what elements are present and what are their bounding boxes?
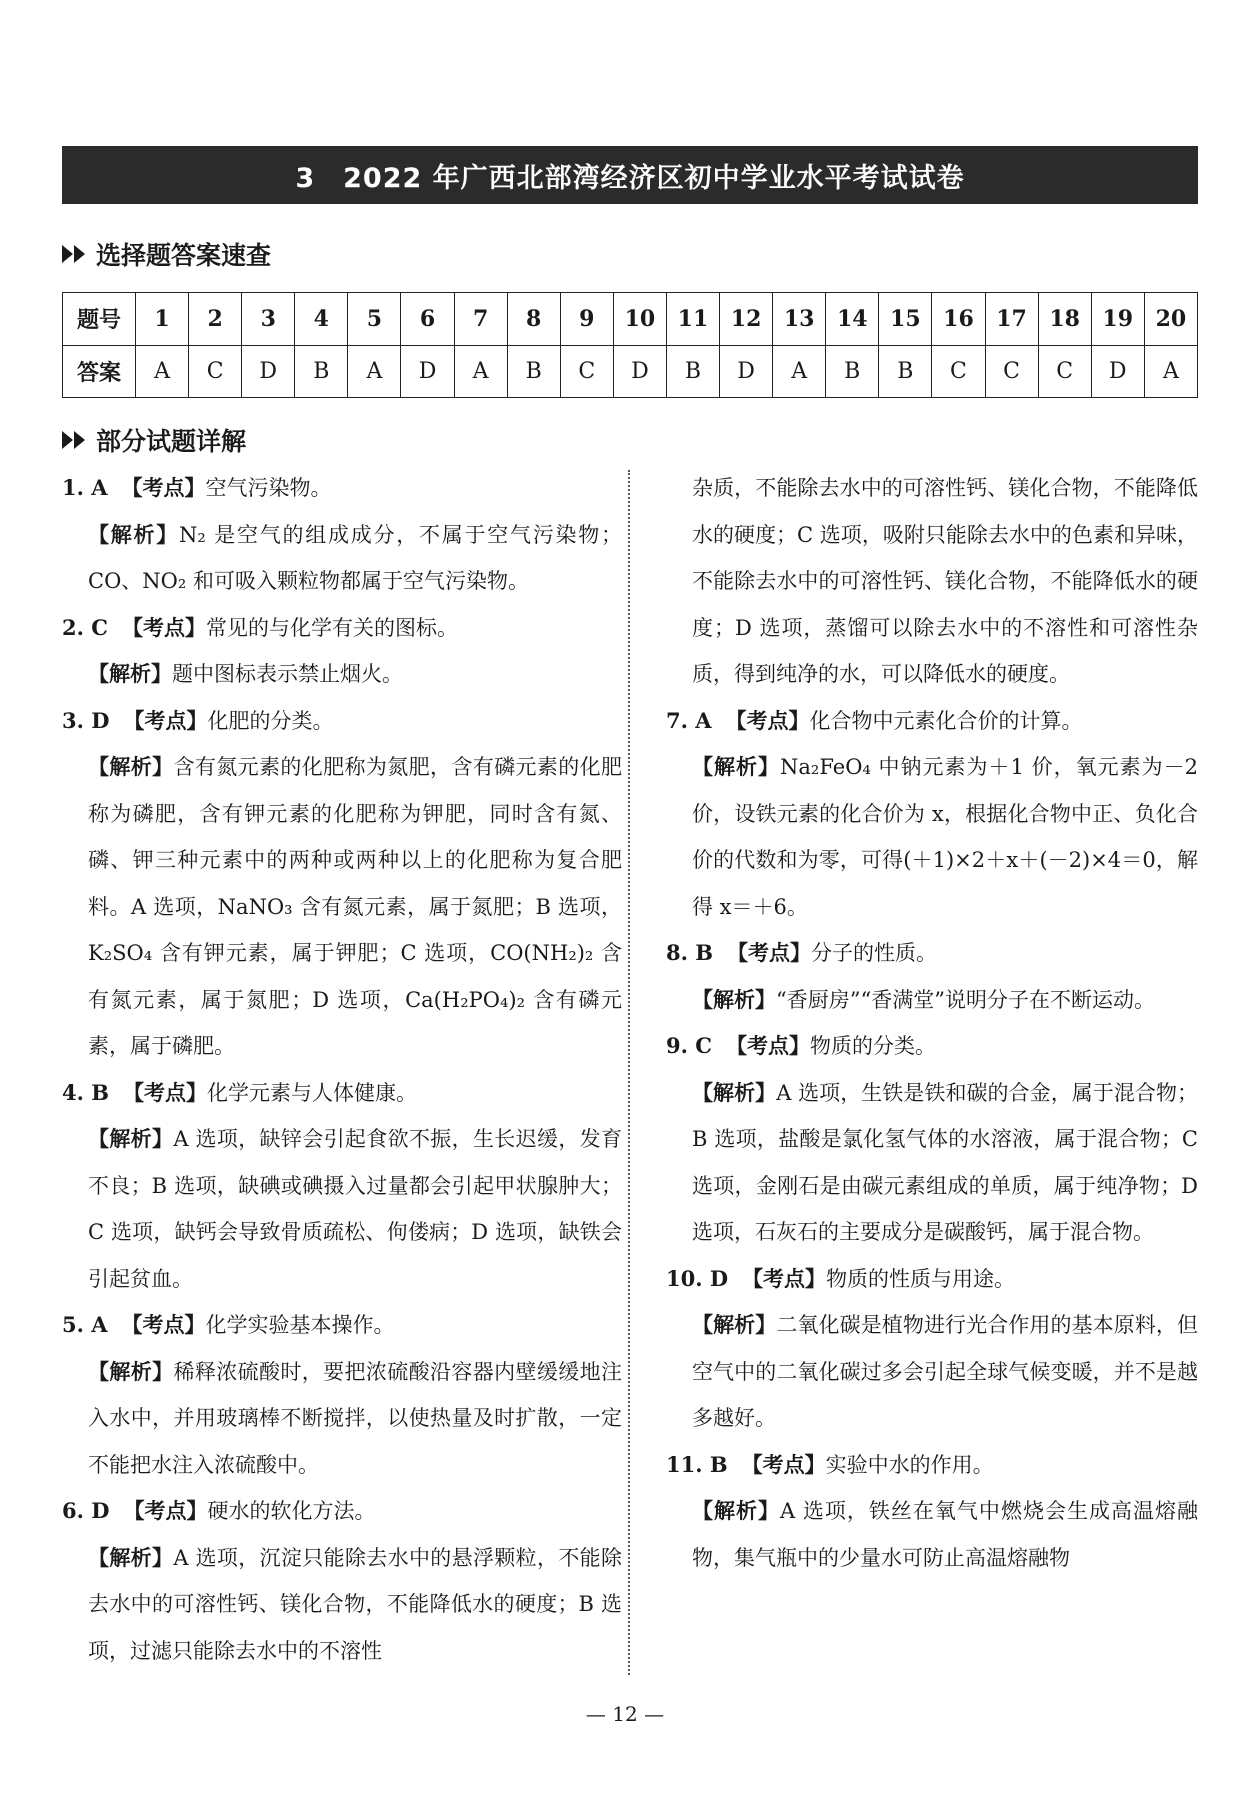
answer-cell: B	[879, 345, 932, 398]
question-number-cell: 17	[985, 293, 1038, 346]
question-number-cell: 20	[1144, 293, 1197, 346]
analysis-text: 二氧化碳是植物进行光合作用的基本原料，但空气中的二氧化碳过多会引起全球气候变暖，并不是越多越好。	[692, 1313, 1199, 1430]
question-number: 5. A	[62, 1312, 108, 1337]
answer-cell: A	[348, 345, 401, 398]
question-number: 4. B	[62, 1079, 109, 1105]
question-number: 2. C	[62, 614, 108, 640]
point-text: 硬水的软化方法。	[207, 1499, 376, 1523]
question-number-cell: 6	[401, 293, 454, 346]
analysis-paragraph	[62, 744, 622, 1070]
analysis-text: 含有氮元素的化肥称为氮肥，含有磷元素的化肥称为磷肥，含有钾元素的化肥称为钾肥，同时含有氮、磷、钾三种元素中的两种或两种以上的化肥称为复合肥料。A 选项，NaNO₃ 含有氮元素，属于氮肥；B 选项，K₂SO₄ 含有钾元素，属于钾肥；C 选项，CO(NH₂)₂ 含有氮元素，属于氮肥；D 选项，Ca(H₂PO₄)₂ 含有磷元素，属于磷肥。	[88, 755, 622, 1058]
section-title: 部分试题详解	[96, 427, 247, 456]
analysis-paragraph	[666, 1488, 1198, 1581]
point-tag: 【考点】	[742, 1266, 827, 1291]
analysis-tag: 【解析】	[88, 755, 174, 779]
analysis-text: A 选项，缺锌会引起食欲不振，生长迟缓，发育不良；B 选项，缺碘或碘摄入过量都会引起甲状腺肿大；C 选项，缺钙会导致骨质疏松、佝偻病；D 选项，缺铁会引起贫血。	[88, 1127, 622, 1291]
question-number-cell: 14	[826, 293, 879, 346]
question-number-cell: 18	[1038, 293, 1091, 346]
answer-table-answer-row	[63, 345, 1198, 398]
point-text: 物质的性质与用途。	[826, 1266, 1016, 1291]
point-tag: 【考点】	[121, 476, 206, 500]
analysis-paragraph	[62, 1349, 622, 1489]
explanation-column-right	[666, 465, 1198, 1581]
answer-cell: C	[1038, 345, 1091, 398]
answer-cell: B	[295, 345, 348, 398]
question-heading	[666, 698, 1198, 745]
question-heading	[62, 1302, 622, 1349]
question-number-cell: 3	[242, 293, 295, 346]
answer-cell: D	[401, 345, 454, 398]
analysis-text: 稀释浓硫酸时，要把浓硫酸沿容器内壁缓缓地注入水中，并用玻璃棒不断搅拌，以使热量及时扩散，一定不能把水注入浓硫酸中。	[88, 1359, 622, 1477]
question-number: 3. D	[62, 707, 110, 733]
point-tag: 【考点】	[122, 1080, 207, 1105]
analysis-text: 题中图标表示禁止烟火。	[172, 662, 403, 686]
answer-cell: C	[189, 345, 242, 398]
point-text: 常见的与化学有关的图标。	[205, 615, 458, 640]
answer-cell: A	[1144, 345, 1197, 398]
question-number-cell: 15	[879, 293, 932, 346]
analysis-tag: 【解析】	[88, 662, 172, 686]
analysis-text: “香厨房”“香满堂”说明分子在不断运动。	[776, 987, 1155, 1012]
question-number-cell: 1	[136, 293, 189, 346]
answer-cell: C	[985, 345, 1038, 398]
answer-cell: B	[507, 345, 560, 398]
analysis-text: A 选项，铁丝在氧气中燃烧会生成高温熔融物，集气瓶中的少量水可防止高温熔融物	[692, 1499, 1198, 1570]
question-number-cell: 10	[613, 293, 666, 346]
table-header-cell: 答案	[63, 345, 136, 398]
answer-cell: D	[1091, 345, 1144, 398]
question-number: 8. B	[666, 940, 713, 965]
question-heading	[62, 465, 622, 512]
answer-table	[62, 292, 1198, 398]
continued-paragraph: 杂质，不能除去水中的可溶性钙、镁化合物，不能降低水的硬度；C 选项，吸附只能除去水中的色素和异味，不能除去水中的可溶性钙、镁化合物，不能降低水的硬度；D 选项，蒸馏可以除去水中的不溶性和可溶性杂质，得到纯净的水，可以降低水的硬度。	[692, 476, 1198, 686]
question-number-cell: 5	[348, 293, 401, 346]
answer-cell: B	[826, 345, 879, 398]
question-number-cell: 9	[560, 293, 613, 346]
question-heading	[666, 1442, 1198, 1489]
analysis-paragraph	[62, 1116, 622, 1302]
question-number: 1. A	[62, 475, 108, 500]
question-heading	[666, 1256, 1198, 1303]
analysis-tag: 【解析】	[88, 1359, 174, 1384]
question-number-cell: 11	[666, 293, 719, 346]
section-heading-explanations	[62, 422, 246, 458]
analysis-text: A 选项，生铁是铁和碳的合金，属于混合物；B 选项，盐酸是氯化氢气体的水溶液，属于混合物；C 选项，金刚石是由碳元素组成的单质，属于纯净物；D 选项，石灰石的主要成分是碳酸钙，属于混合物。	[692, 1080, 1198, 1244]
analysis-tag: 【解析】	[88, 522, 180, 547]
answer-cell: D	[242, 345, 295, 398]
question-number-cell: 13	[773, 293, 826, 346]
double-arrow-icon	[62, 245, 86, 263]
point-tag: 【考点】	[741, 1452, 826, 1477]
question-heading	[62, 605, 622, 652]
analysis-paragraph	[62, 1535, 622, 1675]
double-arrow-icon	[62, 431, 86, 449]
analysis-tag: 【解析】	[88, 1127, 174, 1151]
point-tag: 【考点】	[726, 941, 811, 965]
section-heading-answers	[62, 236, 271, 272]
question-number-cell: 7	[454, 293, 507, 346]
answer-table-number-row	[63, 293, 1198, 346]
section-title: 选择题答案速查	[96, 241, 272, 270]
question-number-cell: 2	[189, 293, 242, 346]
answer-cell: C	[560, 345, 613, 398]
analysis-paragraph	[666, 744, 1198, 930]
explanation-column-left	[62, 465, 622, 1674]
question-heading	[62, 1070, 622, 1117]
question-heading	[666, 1023, 1198, 1070]
page-number: — 12 —	[585, 1702, 665, 1726]
point-text: 物质的分类。	[809, 1034, 936, 1058]
analysis-paragraph	[666, 1302, 1198, 1442]
point-text: 化合物中元素化合价的计算。	[809, 708, 1083, 733]
answer-cell: B	[666, 345, 719, 398]
analysis-paragraph	[62, 651, 622, 698]
point-text: 化学实验基本操作。	[205, 1313, 395, 1337]
analysis-tag: 【解析】	[88, 1545, 174, 1570]
analysis-tag: 【解析】	[692, 1499, 781, 1523]
point-tag: 【考点】	[123, 708, 208, 733]
analysis-paragraph	[666, 1070, 1198, 1256]
analysis-tag: 【解析】	[692, 1080, 777, 1105]
question-number-cell: 8	[507, 293, 560, 346]
point-tag: 【考点】	[121, 1313, 206, 1337]
question-number-cell: 16	[932, 293, 985, 346]
page-title: 3 2022 年广西北部湾经济区初中学业水平考试试卷	[295, 162, 965, 194]
analysis-tag: 【解析】	[692, 987, 776, 1012]
answer-cell: A	[773, 345, 826, 398]
question-number-cell: 12	[720, 293, 773, 346]
question-heading	[62, 1488, 622, 1535]
analysis-tag: 【解析】	[692, 1313, 777, 1337]
answer-cell: C	[932, 345, 985, 398]
point-tag: 【考点】	[725, 708, 810, 733]
question-number-cell: 4	[295, 293, 348, 346]
analysis-text: Na₂FeO₄ 中钠元素为＋1 价，氧元素为－2 价，设铁元素的化合价为 x，根据化合物中正、负化合价的代数和为零，可得(＋1)×2＋x＋(－2)×4＝0，解得 x＝＋6。	[692, 755, 1198, 919]
answer-cell: D	[720, 345, 773, 398]
analysis-text: A 选项，沉淀只能除去水中的悬浮颗粒，不能除去水中的可溶性钙、镁化合物，不能降低水的硬度；B 选项，过滤只能除去水中的不溶性	[88, 1545, 622, 1663]
answer-cell: A	[136, 345, 189, 398]
point-tag: 【考点】	[725, 1034, 810, 1058]
point-tag: 【考点】	[123, 1499, 208, 1523]
question-number: 11. B	[666, 1451, 728, 1477]
analysis-paragraph	[62, 512, 622, 605]
question-heading	[62, 698, 622, 745]
question-number: 6. D	[62, 1498, 110, 1523]
answer-cell: A	[454, 345, 507, 398]
question-number-cell: 19	[1091, 293, 1144, 346]
analysis-tag: 【解析】	[692, 755, 781, 779]
question-number: 7. A	[666, 707, 712, 733]
question-number: 9. C	[666, 1033, 712, 1058]
point-text: 实验中水的作用。	[825, 1452, 994, 1477]
point-tag: 【考点】	[121, 615, 206, 640]
column-divider	[628, 470, 630, 1675]
question-number: 10. D	[666, 1265, 729, 1291]
point-text: 化学元素与人体健康。	[206, 1080, 417, 1105]
answer-cell: D	[613, 345, 666, 398]
point-text: 空气污染物。	[205, 476, 332, 500]
analysis-paragraph	[666, 977, 1198, 1024]
page-title-banner	[62, 146, 1198, 204]
analysis-text: N₂ 是空气的组成成分，不属于空气污染物；CO、NO₂ 和可吸入颗粒物都属于空气污染物。	[88, 522, 623, 593]
table-header-cell: 题号	[63, 293, 136, 346]
point-text: 分子的性质。	[810, 941, 937, 965]
point-text: 化肥的分类。	[207, 708, 334, 733]
question-heading	[666, 930, 1198, 977]
